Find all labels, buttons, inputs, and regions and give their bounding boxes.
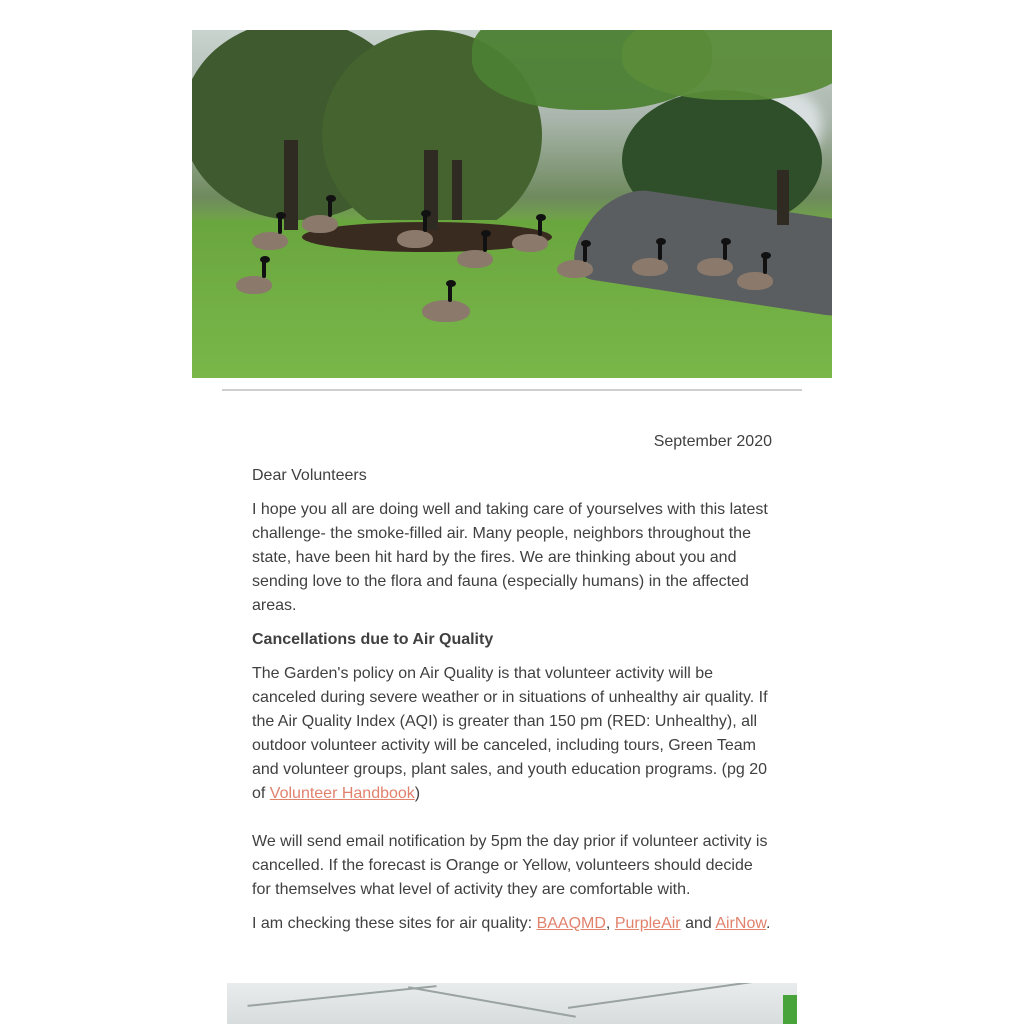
goose-shape [422,300,470,322]
goose-shape [252,232,288,250]
hero-photo-geese-garden [192,30,832,378]
tent-frame-shape [408,986,576,1017]
tent-frame-shape [568,983,766,1009]
goose-shape [557,260,593,278]
policy-text: The Garden's policy on Air Quality is that volunteer activity will be canceled during severe weather or in situations of unhealthy air quality. If the Air Quality Index (AQI) is greater than 150 pm (RED: Unhealthy), all outdoor volunteer activity will be canceled, including tours, Green Team and volunteer groups, plant sales, and youth education programs. (pg 20 of [252,665,768,802]
newsletter-date: September 2020 [653,433,772,450]
goose-shape [632,258,668,276]
goose-shape [302,215,338,233]
tree-trunk-shape [452,160,462,220]
newsletter-body [252,430,772,946]
end-period: . [766,915,771,932]
baaqmd-link[interactable]: BAAQMD [536,915,606,932]
separator-comma: , [605,915,615,932]
goose-shape [737,272,773,290]
intro-paragraph: I hope you all are doing well and taking care of yourselves with this latest challenge- the smoke-filled air. Many people, neighbors throughout the state, have been hit hard by the fires. We are thinking about you and sending love to the flora and fauna (especially humans) in the affected areas. [252,501,768,614]
goose-shape [512,234,548,252]
section-heading: Cancellations due to Air Quality [252,631,494,648]
goose-shape [397,230,433,248]
policy-paragraph [252,662,772,806]
airnow-link[interactable]: AirNow [715,915,767,932]
goose-shape [697,258,733,276]
goose-shape [457,250,493,268]
tent-photo [227,983,797,1024]
tree-trunk-shape [284,140,298,230]
volunteer-handbook-link[interactable]: Volunteer Handbook [269,785,415,802]
divider-line [222,389,802,391]
notification-paragraph: We will send email notification by 5pm the day prior if volunteer activity is cancelled. If the forecast is Orange or Yellow, volunteers should decide for themselves what level of activity they are comfortable with. [252,833,768,898]
separator-and: and [680,915,716,932]
policy-close-paren: ) [414,785,421,802]
green-sign-shape [783,995,797,1024]
tree-trunk-shape [777,170,789,225]
purpleair-link[interactable]: PurpleAir [614,915,681,932]
greeting: Dear Volunteers [252,467,367,484]
sites-prefix: I am checking these sites for air quality: [252,915,537,932]
air-quality-sites-paragraph [252,912,772,936]
goose-shape [236,276,272,294]
